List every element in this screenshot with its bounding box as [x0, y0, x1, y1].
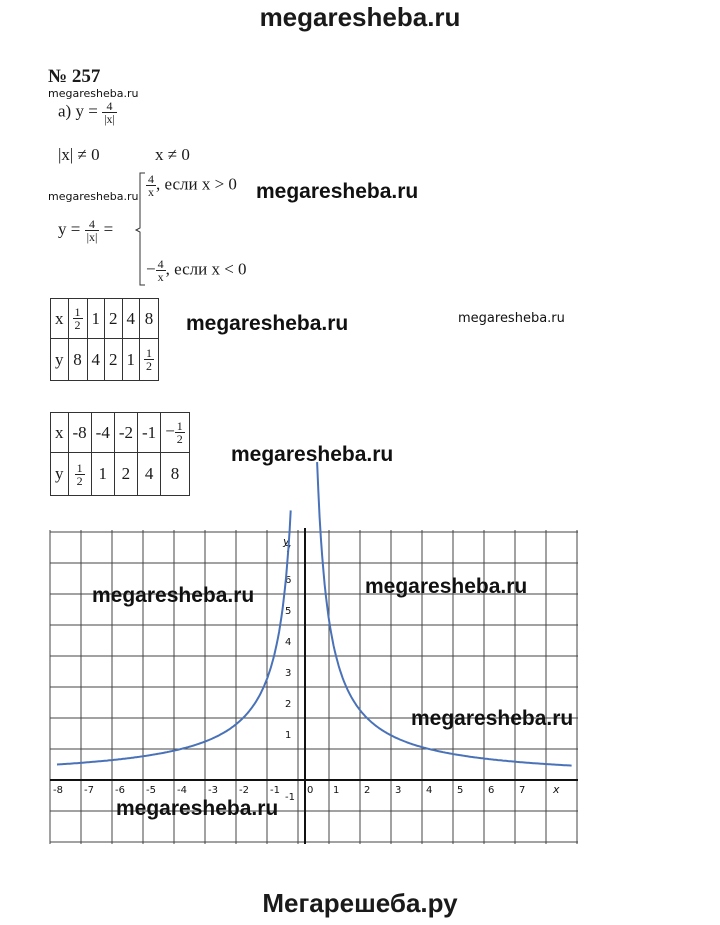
x-tick-label: -1	[270, 785, 280, 796]
watermark: megaresheba.ru	[92, 584, 255, 607]
table-cell: 2	[114, 453, 137, 496]
x-tick-label: 5	[457, 785, 464, 796]
x-tick-label: 6	[488, 785, 495, 796]
y-axis-label: y	[283, 535, 290, 548]
x-tick-label: 1	[333, 785, 340, 796]
piece-positive: $\frac{4}{x}$ , если x > 0	[148, 172, 237, 199]
condition-x: x ≠ 0	[155, 145, 190, 164]
x-tick-label: -5	[146, 785, 156, 796]
y-tick-label: 5	[285, 606, 292, 617]
y-equals: y =	[75, 101, 98, 121]
x-tick-label: 0	[307, 785, 314, 796]
table-cell: 2	[105, 299, 123, 339]
watermark-small: megaresheba.ru	[48, 190, 139, 203]
table-cell: $\frac{1}{2}$	[68, 299, 87, 339]
x-tick-label: -7	[84, 785, 94, 796]
table-cell: -4	[91, 413, 114, 453]
y-tick-label: 7	[285, 544, 292, 555]
table-cell: -1	[138, 413, 161, 453]
watermark: megaresheba.ru	[231, 443, 394, 466]
y-tick-label: 6	[285, 575, 292, 586]
piece-negative: − $\frac{4}{x}$ , если x < 0	[146, 257, 247, 284]
x-tick-label: 2	[364, 785, 371, 796]
piecewise-left: y = $\frac{4}{|x|}$ =	[58, 217, 114, 244]
x-tick-label: -8	[53, 785, 63, 796]
table-cell: 8	[68, 339, 87, 381]
table-cell: 4	[138, 453, 161, 496]
table-cell: 1	[122, 339, 140, 381]
x-tick-label: -6	[115, 785, 125, 796]
watermark: megaresheba.ru	[411, 707, 574, 730]
x-tick-label: 3	[395, 785, 402, 796]
table-cell: 4	[87, 339, 105, 381]
x-tick-label: 7	[519, 785, 526, 796]
y-tick-label: -1	[285, 792, 295, 803]
table-cell: 1	[87, 299, 105, 339]
site-title-top[interactable]: megaresheba.ru	[259, 2, 461, 32]
x-tick-label: 4	[426, 785, 433, 796]
x-tick-label: -3	[208, 785, 218, 796]
y-tick-label: 2	[285, 699, 292, 710]
table-cell: 8	[161, 453, 190, 496]
problem-number: № 257	[48, 66, 101, 87]
watermark: megaresheba.ru	[256, 180, 419, 203]
table-cell: − $\frac{1}{2}$	[161, 413, 190, 453]
y-tick-label: 4	[285, 637, 292, 648]
table-cell: $\frac{1}{2}$	[140, 339, 159, 381]
table-header-x: x	[51, 413, 69, 453]
table-cell: $\frac{1}{2}$	[68, 453, 91, 496]
watermark-small: megaresheba.ru	[458, 311, 565, 326]
fraction: $\frac{4}{|x|}$	[104, 99, 115, 126]
table-cell: 4	[122, 299, 140, 339]
table-header-y: y	[51, 339, 69, 381]
part-label: а)	[58, 101, 72, 121]
watermark-small: megaresheba.ru	[48, 87, 139, 100]
table-cell: -2	[114, 413, 137, 453]
table-cell: 8	[140, 299, 159, 339]
y-tick-label: 1	[285, 730, 292, 741]
y-tick-label: 3	[285, 668, 292, 679]
table-header-x: x	[51, 299, 69, 339]
x-axis-label: x	[553, 783, 560, 796]
condition-abs: |x| ≠ 0	[58, 145, 100, 164]
table-header-y: y	[51, 453, 69, 496]
table-cell: -8	[68, 413, 91, 453]
site-title-bottom[interactable]: Мегарешеба.ру	[262, 888, 458, 918]
x-tick-label: -2	[239, 785, 249, 796]
table-cell: 2	[105, 339, 123, 381]
watermark: megaresheba.ru	[116, 797, 279, 820]
watermark: megaresheba.ru	[365, 575, 528, 598]
table-cell: 1	[91, 453, 114, 496]
x-tick-label: -4	[177, 785, 187, 796]
watermark: megaresheba.ru	[186, 312, 349, 335]
